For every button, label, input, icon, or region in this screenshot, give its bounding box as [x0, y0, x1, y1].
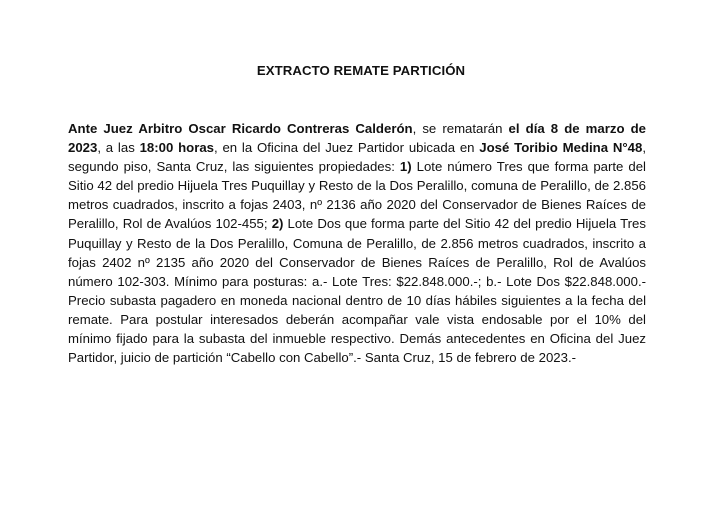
judge-name: Ante Juez Arbitro Oscar Ricardo Contreras Calderón — [68, 121, 413, 136]
text-segment: , se rematarán — [412, 121, 509, 136]
text-segment: , a las — [97, 140, 140, 156]
property-2-description: Lote Dos que forma parte del Sitio 42 del predio Hijuela Tres Puquillay y Resto de la Dos Peralillo, Comuna de Peralillo, de 2.856 metros cuadrados, inscrito a fojas 2402 nº 2135 año 2020 del Conservador de Bienes Raíces de Peralillo, Rol de Avalúos número 102-303. Mínimo para posturas: a.- Lote Tres: $22.848.000.-; b.- Lote Dos $22.848.000.- Precio subasta pagadero en moneda nacional dentro de 10 días hábiles siguientes a la fecha del remate. Para postular interesados deberán acompañar vale vista endosable por el 10% del mínimo fijado para la subasta del inmueble respectivo. Demás antecedentes en Oficina del Juez Partidor, juicio de partición “Cabello con Cabello”.- Santa Cruz, 15 de febrero de 2023.- — [68, 216, 646, 366]
auction-date: el día 8 de marzo de 2023 — [68, 121, 647, 156]
auction-time: 18:00 horas — [139, 140, 215, 156]
item-number-1: 1) — [399, 159, 412, 175]
text-segment: , segundo piso, Santa Cruz, las siguientes propiedades: — [68, 140, 646, 175]
office-address: José Toribio Medina N°48 — [479, 140, 643, 156]
property-1-description: Lote número Tres que forma parte del Sitio 42 del predio Hijuela Tres Puquillay y Resto de la Dos Peralillo, comuna de Peralillo, de 2.856 metros cuadrados, inscrito a fojas 2403, nº 2136 año 2020 del Conservador de Bienes Raíces de Peralillo, Rol de Avalúos 102-455; — [68, 159, 646, 232]
document-body-paragraph — [68, 119, 646, 367]
text-segment: , en la Oficina del Juez Partidor ubicada en — [214, 140, 480, 156]
item-number-2: 2) — [271, 216, 284, 232]
document-title: EXTRACTO REMATE PARTICIÓN — [256, 63, 466, 78]
